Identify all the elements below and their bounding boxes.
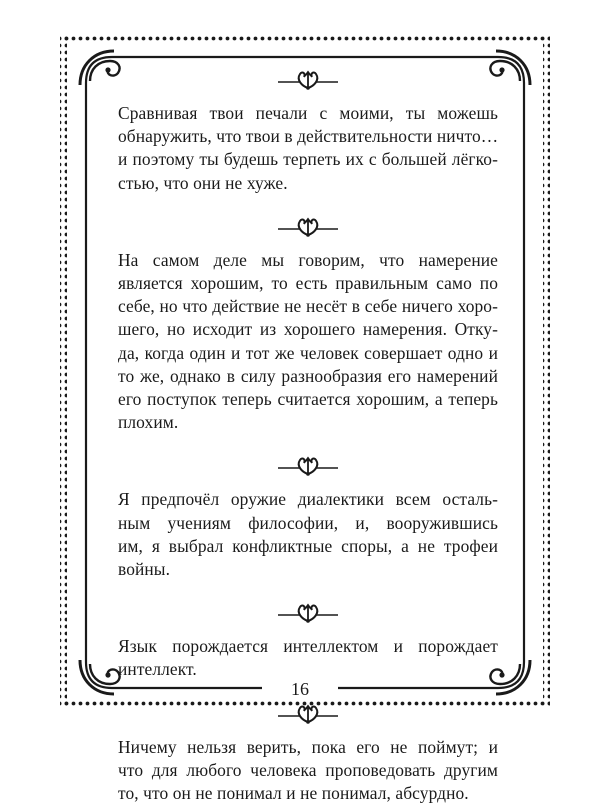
quote-line: интеллект.	[118, 659, 197, 680]
quote-line: его поступок теперь считается хорошим, а теперь	[118, 389, 498, 410]
quote-line: да, когда один и тот же человек совершает одно и	[118, 342, 498, 363]
quote-5	[118, 736, 498, 805]
quote-line: плохим.	[118, 412, 179, 433]
quote-1	[118, 102, 498, 195]
quote-line: что для любого человека проповедовать другим	[118, 759, 498, 780]
quote-line: обнаружить, что твои в действительности ничто…	[118, 126, 499, 147]
page-number-label: 16	[281, 679, 319, 699]
quote-line: шего, но исходит из хорошего намерения. Отку-	[118, 319, 498, 340]
dotted-border-top	[60, 36, 550, 43]
dotted-border-right	[543, 36, 550, 707]
quote-line: является хорошим, то есть правильным само по	[118, 273, 498, 294]
quote-line: На самом деле мы говорим, что намерение	[118, 249, 498, 270]
dotted-border-left	[60, 36, 67, 707]
quote-line: Сравнивая твои печали с моими, ты можешь	[118, 103, 498, 123]
quote-line: им, я выбрал конфликтные споры, а не трофеи	[118, 535, 498, 556]
quote-4	[118, 635, 498, 681]
fleuron-ornament-icon	[276, 215, 340, 239]
quote-line: Я предпочёл оружие диалектики всем осталь-	[118, 489, 498, 510]
quote-2	[118, 249, 498, 435]
fleuron-ornament-icon	[276, 601, 340, 625]
fleuron-ornament-icon	[276, 454, 340, 478]
quote-line: Язык порождается интеллектом и порождает	[118, 636, 498, 657]
quote-line: и поэтому ты будешь терпеть их с большей лёгко-	[118, 149, 498, 170]
quote-line: войны.	[118, 559, 171, 580]
quote-line: Ничему нельзя верить, пока его не поймут; и	[118, 736, 498, 757]
quote-line: стью, что они не хуже.	[118, 172, 288, 193]
quote-line: то, что он не понимал и не понимал, абсурдно.	[118, 783, 469, 804]
quote-line: себе, но что действие не несёт в себе ничего хоро-	[118, 296, 498, 317]
fleuron-ornament-icon	[276, 68, 340, 92]
quote-line: ным учениям философии, и, вооружившись	[118, 512, 498, 533]
page-number	[0, 678, 600, 700]
quote-line: то же, однако в силу разнообразия его намерений	[118, 365, 498, 386]
fleuron-ornament-icon	[276, 702, 340, 726]
quote-3	[118, 488, 498, 581]
